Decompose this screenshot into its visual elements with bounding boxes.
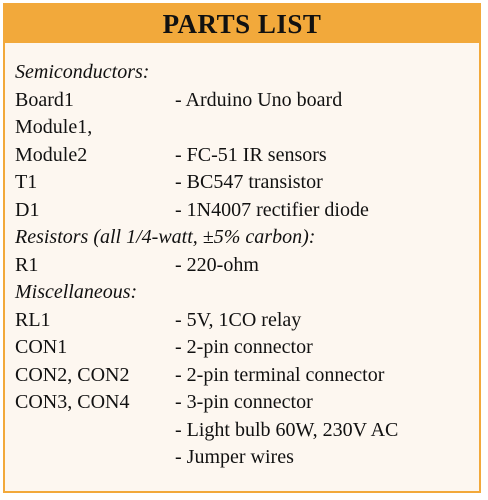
- part-row-jumper-wires: [15, 444, 473, 472]
- part-desc: - Jumper wires: [175, 446, 294, 469]
- part-row-con1: [15, 334, 473, 362]
- part-ref: CON1: [15, 336, 68, 359]
- part-row-light-bulb: [15, 417, 473, 445]
- part-row-module1: [15, 114, 473, 142]
- part-row-board1: [15, 87, 473, 115]
- part-ref: T1: [15, 171, 38, 194]
- part-desc: - Arduino Uno board: [175, 88, 343, 111]
- part-ref: Module1,: [15, 116, 93, 139]
- part-ref: Board1: [15, 88, 74, 111]
- part-row-r1: [15, 252, 473, 280]
- part-row-con3: [15, 389, 473, 417]
- part-ref: Module2: [15, 143, 88, 166]
- part-desc: - 2-pin terminal connector: [175, 363, 385, 386]
- part-desc: - BC547 transistor: [175, 171, 323, 194]
- part-ref: CON3, CON4: [15, 391, 130, 414]
- part-row-d1: [15, 197, 473, 225]
- section-heading-miscellaneous: Miscellaneous:: [15, 281, 138, 304]
- title-bar: [5, 5, 479, 43]
- part-desc: - FC-51 IR sensors: [175, 143, 327, 166]
- part-row-rl1: [15, 307, 473, 335]
- part-row-con2: [15, 362, 473, 390]
- part-desc: - 1N4007 rectifier diode: [175, 198, 369, 221]
- part-ref: CON2, CON2: [15, 363, 130, 386]
- section-heading-semiconductors: Semiconductors:: [15, 61, 150, 84]
- part-desc: - 2-pin connector: [175, 336, 313, 359]
- part-desc: - Light bulb 60W, 230V AC: [175, 418, 399, 441]
- parts-list-card: [3, 3, 481, 493]
- part-ref: RL1: [15, 308, 51, 331]
- part-ref: D1: [15, 198, 40, 221]
- parts-list-content: [15, 59, 473, 472]
- part-ref: R1: [15, 253, 39, 276]
- part-row-module2: [15, 142, 473, 170]
- part-desc: - 3-pin connector: [175, 391, 313, 414]
- part-row-t1: [15, 169, 473, 197]
- section-heading-resistors: Resistors (all 1/4-watt, ±5% carbon):: [15, 226, 316, 249]
- part-desc: - 5V, 1CO relay: [175, 308, 302, 331]
- part-desc: - 220-ohm: [175, 253, 259, 276]
- parts-list-title: PARTS LIST: [162, 8, 322, 39]
